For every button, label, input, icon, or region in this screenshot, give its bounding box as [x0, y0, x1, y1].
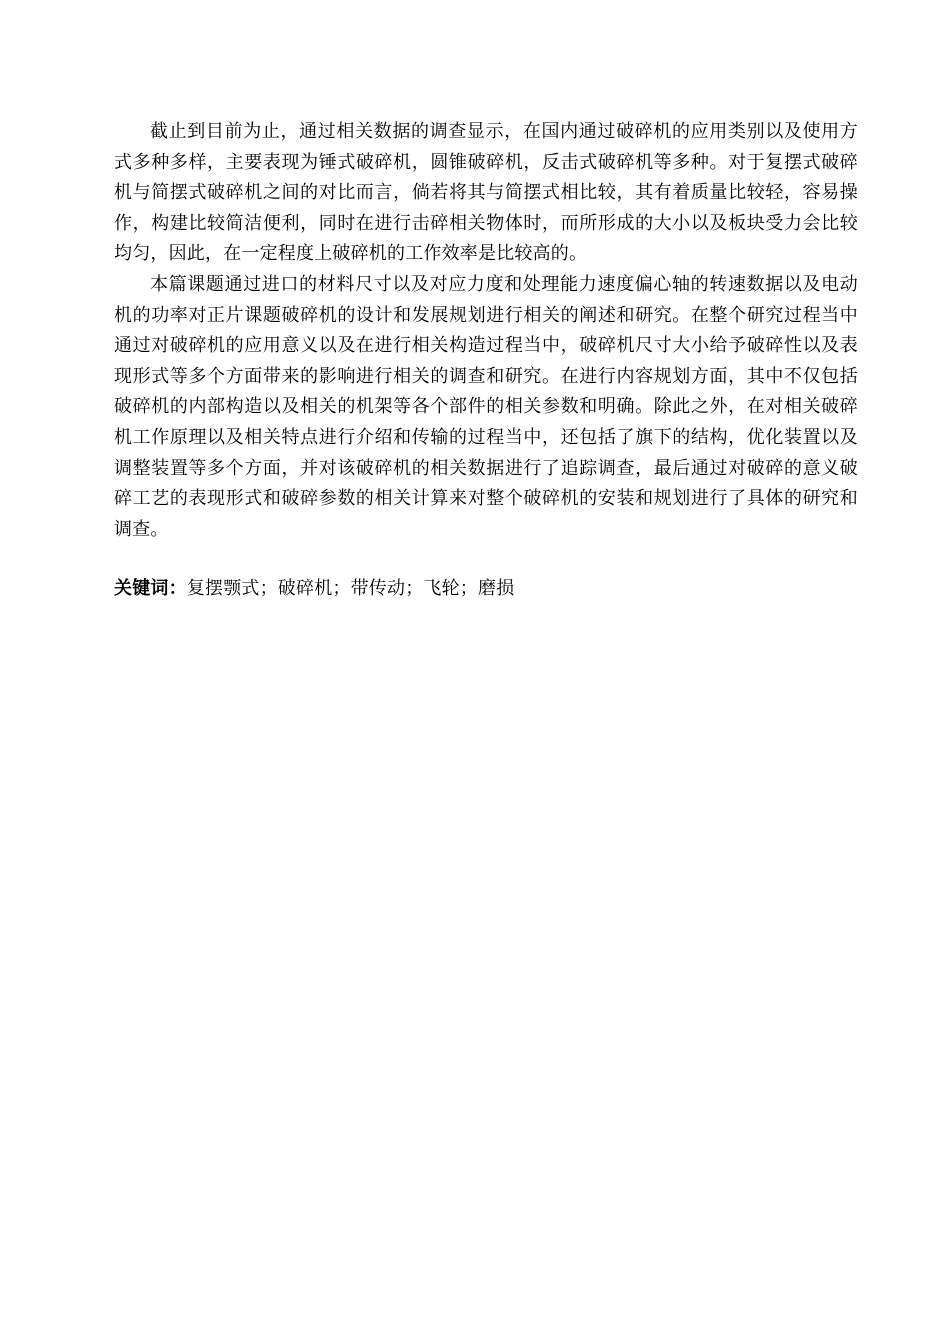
keywords-line — [114, 574, 858, 604]
document-page — [114, 117, 858, 604]
abstract-paragraph-1: 截止到目前为止，通过相关数据的调查显示，在国内通过破碎机的应用类别以及使用方式多种多样，主要表现为锤式破碎机，圆锥破碎机，反击式破碎机等多种。对于复摆式破碎机与简摆式破碎机之间的对比而言，倘若将其与简摆式相比较，其有着质量比较轻，容易操作，构建比较简洁便利，同时在进行击碎相关物体时，而所形成的大小以及板块受力会比较均匀，因此，在一定程度上破碎机的工作效率是比较高的。 — [114, 121, 858, 265]
keywords-label: 关键词： — [114, 578, 187, 600]
keywords-text: 复摆颚式；破碎机；带传动；飞轮；磨损 — [186, 578, 515, 600]
abstract-paragraph-2: 本篇课题通过进口的材料尺寸以及对应力度和处理能力速度偏心轴的转速数据以及电动机的功率对正片课题破碎机的设计和发展规划进行相关的阐述和研究。在整个研究过程当中通过对破碎机的应用意义以及在进行相关构造过程当中，破碎机尺寸大小给予破碎性以及表现形式等多个方面带来的影响进行相关的调查和研究。在进行内容规划方面，其中不仅包括破碎机的内部构造以及相关的机架等各个部件的相关参数和明确。除此之外，在对相关破碎机工作原理以及相关特点进行介绍和传输的过程当中，还包括了旗下的结构，优化装置以及调整装置等多个方面，并对该破碎机的相关数据进行了追踪调查，最后通过对破碎的意义破碎工艺的表现形式和破碎参数的相关计算来对整个破碎机的安装和规划进行了具体的研究和调查。 — [114, 273, 858, 540]
